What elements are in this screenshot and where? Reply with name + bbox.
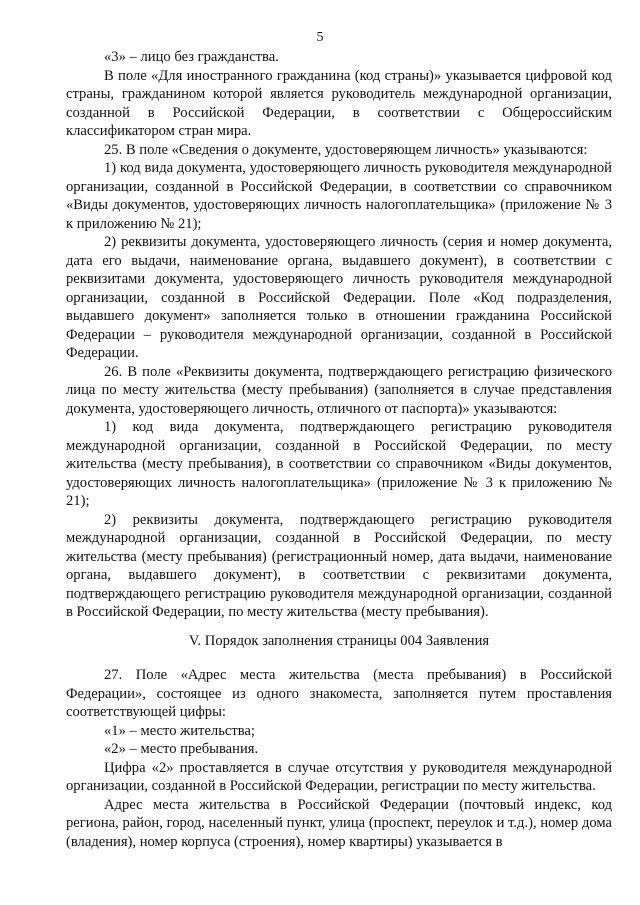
paragraph-item-25-1: 1) код вида документа, удостоверяющего личность руководителя международной организации, созданной в Российской Федерации, в соответствии со справочником «Виды документов, удостоверяющих личность налогоплательщика» (приложение № 3 к приложению № 21);	[66, 160, 612, 232]
section-heading: V. Порядок заполнения страницы 004 Заявления	[188, 632, 490, 649]
page-number: 5	[316, 30, 324, 45]
paragraph-code-2-condition: Цифра «2» проставляется в случае отсутствия у руководителя международной организации, созданной в Российской Федерации, регистрации по месту жительства.	[66, 759, 612, 794]
paragraph-country-code: В поле «Для иностранного гражданина (код страны)» указывается цифровой код страны, гражданином которой является руководитель международной организации, созданной в Российской Федерации, в соответствии с Общероссийским классификатором стран мира.	[66, 67, 612, 139]
paragraph-item-25: 25. В поле «Сведения о документе, удостоверяющем личность» указываются:	[104, 141, 588, 158]
paragraph-item-26-2: 2) реквизиты документа, подтверждающего регистрацию руководителя международной организации, созданной в Российской Федерации, по месту жительства (месту пребывания) (регистрационный номер, дата выдачи, наименование органа, выдавшего документ), в соответствии с реквизитами документа, подтверждающего регистрацию руководителя международной организации, созданной в Российской Федерации, по месту жительства (месту пребывания).	[66, 511, 612, 620]
paragraph-code-1: «1» – место жительства;	[104, 722, 255, 739]
paragraph-address-details: Адрес места жительства в Российской Федерации (почтовый индекс, код региона, район, город, населенный пункт, улица (проспект, переулок и т.д.), номер дома (владения), номер корпуса (строения), номер квартиры) указывается в	[66, 796, 612, 850]
paragraph-item-25-2: 2) реквизиты документа, удостоверяющего личность (серия и номер документа, дата его выдачи, наименование органа, выдавшего документ), в соответствии с реквизитами документа, удостоверяющего личность руководителя международной организации, созданной в Российской Федерации. Поле «Код подразделения, выдавшего документ» заполняется только в отношении гражданина Российской Федерации – руководителя международной организации, созданной в Российской Федерации.	[66, 234, 612, 361]
paragraph-item-26: 26. В поле «Реквизиты документа, подтверждающего регистрацию физического лица по месту жительства (месту пребывания) (заполняется в случае представления документа, удостоверяющего личность, отличного от паспорта)» указываются:	[66, 363, 612, 417]
paragraph-item-27: 27. Поле «Адрес места жительства (места пребывания) в Российской Федерации», состоящее из одного знакоместа, заполняется путем проставления соответствующей цифры:	[66, 667, 612, 720]
paragraph-stateless-code: «3» – лицо без гражданства.	[104, 49, 279, 65]
paragraph-code-2: «2» – место пребывания.	[104, 741, 259, 757]
paragraph-item-26-1: 1) код вида документа, подтверждающего регистрацию руководителя международной организации, созданной в Российской Федерации, по месту жительства (месту пребывания), в соответствии со справочником «Виды документов, удостоверяющих личность налогоплательщика» (приложение № 3 к приложению № 21);	[66, 419, 612, 509]
document-body	[66, 48, 612, 851]
